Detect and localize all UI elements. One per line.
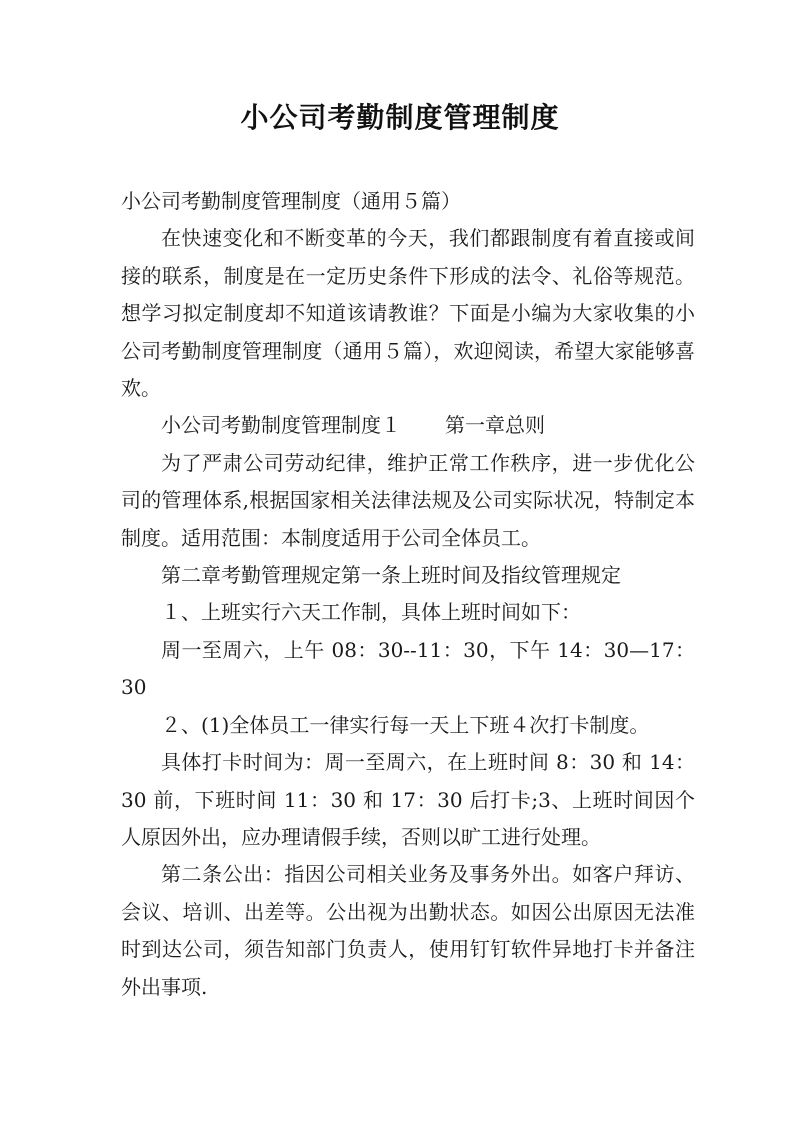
schedule-paragraph: 周一至周六，上午 08：30--11：30，下午 14：30—17：30 (121, 637, 695, 700)
chapter2-heading: 第二章考勤管理规定第一条上班时间及指纹管理规定 (161, 563, 621, 588)
subtitle-paragraph: 小公司考勤制度管理制度（通用５篇） (121, 189, 461, 213)
chapter1-paragraph: 为了严肃公司劳动纪律，维护正常工作秩序，进一步优化公司的管理体系,根据国家相关法律法规及公司实际状况，特制定本制度。适用范围：本制度适用于公司全体员工。 (121, 450, 695, 550)
intro-paragraph: 在快速变化和不断变革的今天，我们都跟制度有着直接或间接的联系，制度是在一定历史条件下形成的法令、礼俗等规范。想学习拟定制度却不知道该请教谁？下面是小编为大家收集的小公司考勤制度管理制度（通用５篇），欢迎阅读，希望大家能够喜欢。 (121, 226, 695, 401)
item1-paragraph: １、上班实行六天工作制，具体上班时间如下： (161, 600, 581, 625)
document-title: 小公司考勤制度管理制度 (240, 101, 560, 134)
item2-detail-paragraph: 具体打卡时间为：周一至周六，在上班时间 8：30 和 14：30 前，下班时间 11：30 和 17：30 后打卡;3、上班时间因个人原因外出，应办理请假手续，否则以旷工进行处理。 (121, 750, 695, 849)
article2-paragraph: 第二条公出：指因公司相关业务及事务外出。如客户拜访、会议、培训、出差等。公出视为出勤状态。如因公出原因无法准时到达公司，须告知部门负责人，使用钉钉软件异地打卡并备注外出事项. (121, 862, 695, 999)
chapter1-heading: 第一章总则 (445, 413, 545, 438)
item2-paragraph: ２、(1)全体员工一律实行每一天上下班４次打卡制度。 (161, 712, 650, 737)
section-heading: 小公司考勤制度管理制度１ (161, 413, 401, 438)
section-heading-line (121, 407, 695, 444)
document-body (121, 183, 695, 1006)
